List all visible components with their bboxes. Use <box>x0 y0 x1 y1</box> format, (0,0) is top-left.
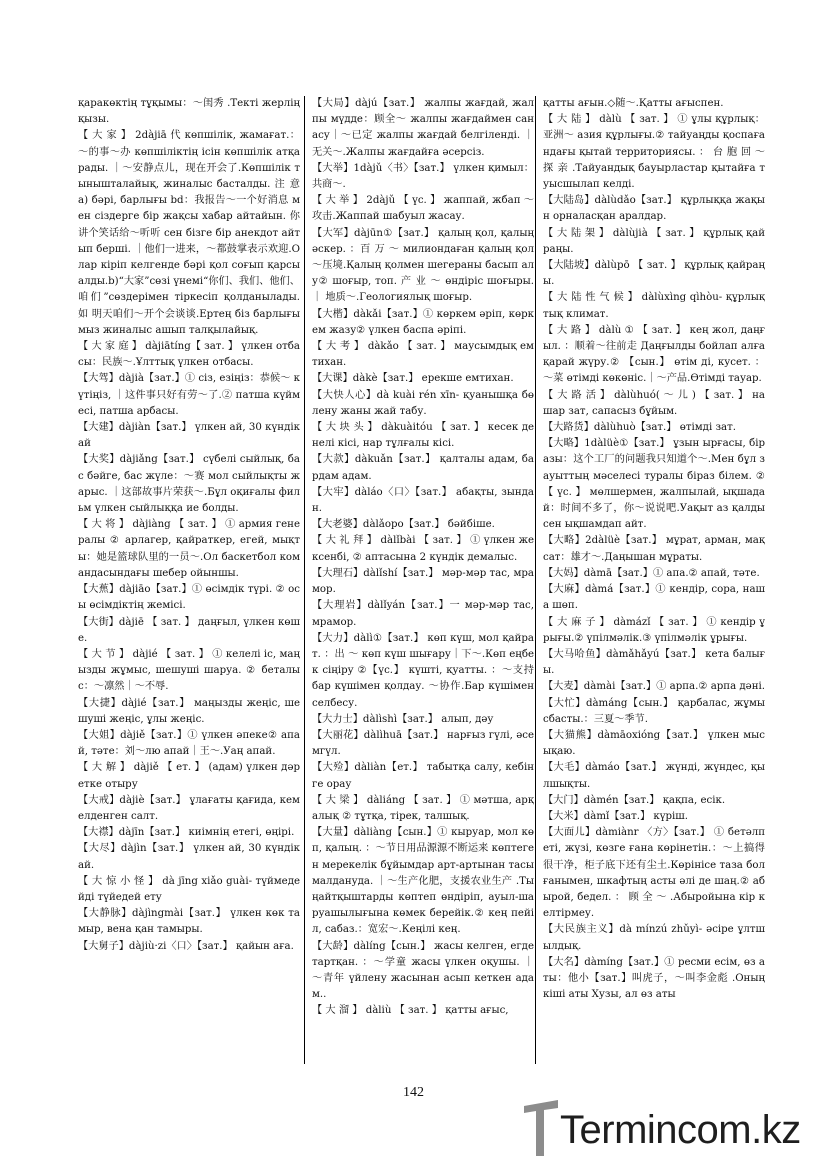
dictionary-entry: 【大面儿】dàmiànr 〈方〉【зат.】 ① бетәлпеті, жүзі, көзге ғана көрінетін.：～上搞得很干净，柜子底下还有尘土.Көрінісе таза болғанымен, шкафтың асты әлі де шаң.② абырой, бедел. ： 顾 全 ～ .Абыройына кір келтірмеу. <box>543 827 765 920</box>
dictionary-entry: 【大捷】dàjié【зат.】 маңызды жеңіс, шешуші жеңіс, ұлы жеңіс. <box>78 697 300 725</box>
dictionary-entry: 【大军】dàjūn①【зат.】 қалың қол, қалың әскер. ：百 万 ～ милиондаған қалың қол ～压境.Қалың қолмен шегераны басып алу② шоғыр, топ. 产 业 ～ өндіріс шоғыры. ｜ 地质～.Геологиялық шоғыр. <box>312 227 534 304</box>
dictionary-column-middle <box>312 96 534 1066</box>
dictionary-entry: 【 大 块 头 】 dàkuàitóu 【 зат. 】 кесек денелі кісі, нар тұлғалы кісі. <box>312 422 534 450</box>
dictionary-entry: 【大名】dàmíng【зат.】① ресми есім, өз аты：他小【зат.】叫虎子，～叫李金彪 .Оның кіші аты Хузы, ал өз аты <box>543 956 765 1001</box>
dictionary-column-right <box>543 96 765 1066</box>
column-divider <box>535 96 536 1064</box>
dictionary-entry: 【 大 考 】 dàkǎo 【 зат. 】 маусымдық емтихан. <box>312 341 534 369</box>
dictionary-entry: 【大丽花】dàlìhuā【зат.】 нарғыз гүлі, әсемгүл. <box>312 729 534 758</box>
dictionary-entry: 【大襟】dàjīn【зат.】 киімнің етегі, өңірі. <box>78 827 295 839</box>
dictionary-entry: 【大理岩】dàlǐyán【зат.】一 мәр-мәр тас, мрамор. <box>312 600 534 628</box>
dictionary-entry: 【大戒】dàjiè【зат.】 ұлағаты қағида, кемелденген салт. <box>78 794 300 822</box>
dictionary-entry: 【大略】1dàlüè①【зат.】 ұзын ырғасы, біразы：这个工厂的问题我只知道个～.Мен бұл зауыттың мәселесі туралы біраз білем. ② 【 үс. 】 мөлшермен, жалпылай, ықшадай：时间不多了，你～说说吧.Уақыт аз қалды сен ықшамдап айт. <box>543 438 765 531</box>
dictionary-entry: 【 大 惊 小 怪 】 dà jīng xiǎo guài- түймедейді түйедей ету <box>78 875 300 903</box>
dictionary-entry: 【 大 麻 子 】 dàmázǐ 【 зат. 】 ① кендір ұрығы.② үпілмәлік.③ үпілмәлік ұрығы. <box>543 616 765 644</box>
dictionary-entry: 【大驾】dàjià【зат.】① сіз, езіңіз：恭候～ күтіңіз, ｜这件事只好有劳～了.② патша күймесі, патша арбасы. <box>78 373 300 417</box>
dictionary-entry: 【 大 路 活 】 dàlùhuó( ～ 儿 ) 【 зат. 】 нашар зат, сапасыз бұйым. <box>543 389 765 417</box>
dictionary-entry: 【 大 节 】 dàjié 【 зат. 】 ① келелі іс, маңызды жұмыс, шешуші шаруа. ② беталыс：～凛然｜～不辱. <box>78 648 300 693</box>
dictionary-entry: 【大殓】dàliàn【ет.】 табытқа салу, кебінге орау <box>312 762 534 790</box>
dictionary-entry: 【 大 梁 】 dàliáng 【 зат. 】 ① мәтша, арқалық ② тұтқа, тірек, талшық. <box>312 794 534 822</box>
dictionary-entry: 【大毛】dàmáo【зат.】 жүнді, жүндес, қылшықты. <box>543 762 765 790</box>
dictionary-entry: 【大量】dàliàng【сын.】① кыруар, мол көп, қалың. ：～节日用品源源不断运来 көптеген мерекелік бұйымдар арт-артынан тасымалдануда. ｜～生产化肥，支援农业生产 .Тыңайтқыштарды көптеп өндіріп, ауыл-шаруашылығына көмек берейік.② кең пейіл, сабаз.：宽宏～.Кеңілі кең. <box>312 827 534 936</box>
dictionary-entry: 【 大 礼 拜 】 dàlǐbài 【 зат. 】 ① үлкен жексенбі, ② аптасына 2 күндік демалыс. <box>312 535 534 563</box>
dictionary-entry: 【大马哈鱼】dàmǎhǎyú【зат.】 кета балығы. <box>543 648 765 677</box>
dictionary-entry: 【 大 将 】 dàjiàng 【 зат. 】 ① армия генералы ② арлагер, қайраткер, егей, мықты：她是篮球队里的一员～.Ол баскетбол командасындағы шебер ойыншы. <box>78 519 300 579</box>
dictionary-entry: 【大龄】dàlíng【сын.】 жасы келген, егде тартқан. ：～学童 жасы үлкен оқушы. ｜～青年 үйлену жасынан асып кеткен адам.. <box>312 940 534 1001</box>
dictionary-entry: 【大姐】dàjiě【зат.】① үлкен әпеке② апай, тәте：刘～лю апай｜王～.Уаң апай. <box>78 729 300 758</box>
page-number: 142 <box>403 1085 424 1100</box>
dictionary-entry: 【大奖】dàjiǎng【зат.】 сүбелі сыйлық, бас бәйге, бас жүле：～赛 мол сыйлықты жарыс. ｜这部故事片荣获～.Бұл оқиғалы фильм үлкен сыйлыққа ие болды. <box>78 454 300 515</box>
dictionary-entry: 【大力】dàlì①【зат.】 көп күш, мол қайрат. ：出 ～ көп күш шығару｜下～.Көп еңбек сіңіру ②【үс.】 күшті, қуатты. ：～支持 бар күшімен қолдау. ～协作.Бар күшімен селбесу. <box>312 632 534 709</box>
dictionary-entry: 【大老婆】dàlǎopo【зат.】 бәйбіше. <box>312 519 495 531</box>
dictionary-entry: 【 大 溜 】 dàliù 【 зат. 】 қатты ағыс, <box>312 1005 509 1017</box>
dictionary-entry: 【大陆岛】dàlùdǎo【зат.】 құрлыққа жақын орналасқан аралдар. <box>543 195 765 223</box>
dictionary-entry: 【大街】dàjiē 【 зат. 】 даңғыл, үлкен көше. <box>78 616 300 644</box>
dictionary-entry: 【大民族主义】dà mínzú zhǔyì- әсіре ұлтшылдық. <box>543 924 765 952</box>
dictionary-entry: 【大局】dàjú【зат.】 жалпы жағдай, жалпы мүдде：顾全～ жалпы жағдаймен санасу｜～已定 жалпы жағдай белгіленді. ｜无关～.Жалпы жағдайға әсерсіз. <box>312 98 534 158</box>
dictionary-entry: 【大略】2dàlüè【зат.】 мұрат, арман, мақсат：雄才～.Даңышан мұраты. <box>543 535 765 563</box>
dictionary-entry: 【大尽】dàjìn【зат.】 үлкен ай, 30 күндік ай. <box>78 843 300 871</box>
dictionary-entry: 【 大 家 】 2dàjiā 代 көпшілік, жамағат.：～的事～办 көпшіліктің ісін көпшілік атқарады. ｜～安静点儿，现在开会了.Көпшілік тынышталайық, жиналыс басталды. 注 意 a) бәрі, барлығы bd：我报告～一个好消息 мен сіздерге бір жақсы хабар айтайын. 你讲个笑话给～听听 сен бізге бір анекдот айтып берші. ｜他们一进来，～都鼓掌表示欢迎.Олар кіріп келгенде бәрі қол соғып қарсы алды.b)“大家”сөзі үнемі“你们、我们、他们、咱们”сөздерімен тіркесіп қолданылады. 如 明天咱们～开个会谈谈.Ертең біз барлығымыз жиналыс ашып талқылайық. <box>78 130 300 336</box>
dictionary-entry: 【大楷】dàkǎi【зат.】① көркем әріп, көркем жазу② үлкен баспа әріпі. <box>312 308 534 336</box>
dictionary-entry: 【大快人心】dà kuài rén xīn- қуанышқа бөлену жаны жай табу. <box>312 389 534 417</box>
dictionary-entry: қатты ағын.◇随～.Қатты ағыспен. <box>543 98 724 109</box>
dictionary-entry: 【 大 路 】 dàlù ① 【 зат. 】 кең жол, даңғыл. ：顺着～往前走 Даңғылды бойлап алға қарай жүру.② 【сын.】 өтім ді, кусет. ：～菜 өтімді көкөніс.｜～产品.Өтімді тауар. <box>543 324 765 385</box>
dictionary-entry: 【大理石】dàlǐshí【зат.】 мәр-мәр тас, мрамор. <box>312 567 534 596</box>
dictionary-entry: 【大陆坡】dàlùpō 【 зат. 】 құрлық қайраңы. <box>543 260 765 288</box>
dictionary-entry: 【大路货】dàlùhuò【зат.】 өтімді зат. <box>543 422 736 434</box>
dictionary-entry: 【大猫熊】dàmāoxióng【зат.】 үлкен мысықаю. <box>543 729 765 758</box>
dictionary-entry: 【大举】1dàjǔ〈书〉【зат.】 үлкен қимыл：共商～. <box>312 162 534 191</box>
column-divider <box>304 96 305 1064</box>
logo-text: Termincom.kz <box>560 1108 801 1152</box>
dictionary-entry: 【大建】dàjiàn【зат.】 үлкен ай, 30 күндік ай <box>78 422 300 450</box>
dictionary-entry: 【 大 陆 】 dàlù 【 зат. 】 ① ұлы құрлық：亚洲～ азия құрлығы.② тайуаңды қоспағандағы қытай территориясы. ： 台 胞 回 ～ 探 亲 .Тайуандық бауырластар қытайға туысшылап келді. <box>543 114 765 191</box>
dictionary-entry: 【大静脉】dàjìngmài【зат.】 үлкен көк тамыр, вена қан тамыры. <box>78 908 300 936</box>
dictionary-entry: 【大蕉】dàjiāo【зат.】① өсімдік түрі. ② осы өсімдіктің жемісі. <box>78 584 300 612</box>
dictionary-entry: 【大麦】dàmài【зат.】① арпа.② арпа дәні. <box>543 681 765 693</box>
dictionary-entry: 【大忙】dàmáng【сын.】 қарбалас, жұмысбасты.：三夏～季节. <box>543 697 765 725</box>
dictionary-entry: 【大力士】dàlìshì【зат.】 алып, дәу <box>312 713 494 725</box>
dictionary-entry: 【大课】dàkè【зат.】 ерекше емтихан. <box>312 373 514 385</box>
dictionary-entry: 【大妈】dàmā【зат.】① апа.② апай, тәте. <box>543 567 760 579</box>
site-logo <box>520 1098 820 1168</box>
dictionary-entry: 【 大 陆 架 】 dàlùjià 【 зат. 】 құрлық қайраңы. <box>543 227 765 255</box>
dictionary-entry: 【 大 陆 性 气 候 】 dàlùxìng qìhòu- құрлықтық климат. <box>543 292 765 320</box>
dictionary-entry: 【大麻】dàmá【зат.】① кендір, сора, наша шөп. <box>543 584 765 612</box>
logo-t-icon <box>524 1098 558 1158</box>
dictionary-entry: 【大舅子】dàjiù·zi〈口〉【зат.】 қайын аға. <box>78 940 294 952</box>
dictionary-column-left <box>78 96 300 1066</box>
dictionary-entry: 【 大 家 庭 】 dàjiātíng【 зат. 】 үлкен отбасы：民族～.Ұлттық үлкен отбасы. <box>78 341 300 369</box>
dictionary-entry: 【大米】dàmǐ【зат.】 күріш. <box>543 810 688 822</box>
dictionary-entry: 【 大 举 】 2dàjǔ 【 үс. 】 жаппай, жбап ～攻击.Жаппай шабуыл жасау. <box>312 195 534 223</box>
dictionary-entry: 【大牢】dàláo〈口〉【зат.】 абақты, зындан. <box>312 486 534 515</box>
dictionary-entry: 【大门】dàmén【зат.】 қақпа, есік. <box>543 794 726 806</box>
dictionary-entry: 【 大 解 】 dàjiě 【 ет. 】 (адам) үлкен дәретке отыру <box>78 762 300 790</box>
dictionary-entry: 【大款】dàkuǎn【зат.】 қалталы адам, бардам адам. <box>312 454 534 482</box>
dictionary-entry: қаракөктің тұқымы：～闺秀 .Текті жерлің қызы. <box>78 98 300 126</box>
